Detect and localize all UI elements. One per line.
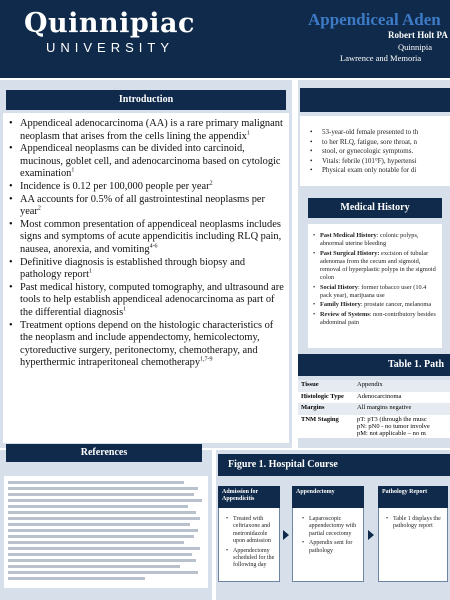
reference-line (8, 523, 190, 526)
references-heading: References (6, 444, 202, 462)
logo-wordmark: Quinnipiac (24, 8, 195, 39)
affiliation-1: Quinnipia (398, 42, 432, 52)
figure-column-2-title: Appendectomy (292, 486, 364, 508)
figure-column-1-item: • Treated with ceftriaxone and metronidazole upon admission (226, 516, 278, 546)
figure-column-2-item: • Laparoscopic appendectomy with partial cecectomy (302, 516, 362, 538)
pathology-table (298, 380, 450, 438)
medical-history-item: • Past Surgical History: excision of tubular adenomas from the cecum and sigmoid, removal of hyperplastic polyps in the sigmoid colon (312, 250, 436, 282)
reference-line (8, 571, 198, 574)
reference-line (8, 529, 198, 532)
reference-line (8, 499, 202, 502)
pathology-row (298, 403, 450, 415)
introduction-item: • Treatment options depend on the histologic characteristics of the neoplasm and include appendectomy, hemicolectomy, cytoreductive surgery, peritonectomy, chemotherapy, and hyperthermic intraperitoneal chemotherapy$^{1,7-9}$ (7, 320, 285, 370)
medical-history-card (308, 224, 442, 348)
medical-history-item: • Social History: former tobacco user (10.4 pack year), marijuana use (312, 284, 436, 300)
introduction-item: • AA accounts for 0.5% of all gastrointestinal neoplasms per year$^2$ (7, 194, 285, 219)
introduction-item: • Past medical history, computed tomography, and ultrasound are tools to help establish appendiceal adenocarcinoma as part of the differential diagnosis$^1$ (7, 282, 285, 320)
pathology-row-key: Histologic Type (298, 392, 354, 404)
pathology-row-value: Adenocarcinoma (354, 392, 450, 404)
figure-column-1-item: • Appendectomy scheduled for the following day (226, 548, 278, 570)
introduction-heading: Introduction (6, 90, 286, 110)
figure-column-3-item: • Table 1 displays the pathology report (386, 516, 446, 531)
pathology-row-value: pT: pT3 (through the musc pN: pN0 - no tumor involve pM: not applicable – no m (354, 415, 450, 438)
case-heading-bar (300, 88, 450, 112)
university-logo (24, 8, 254, 56)
case-item: • Vitals: febrile (101°F), hypertensi (308, 157, 450, 166)
introduction-item: • Incidence is 0.12 per 100,000 people per year$^2$ (7, 181, 285, 194)
introduction-item: • Definitive diagnosis is established through biopsy and pathology report$^1$ (7, 257, 285, 282)
introduction-card (3, 113, 289, 443)
case-presentation-list (308, 128, 450, 175)
medical-history-list (312, 232, 436, 327)
reference-line (8, 559, 196, 562)
reference-line (8, 511, 196, 514)
reference-line (8, 565, 180, 568)
poster-title: Appendiceal Aden (308, 10, 441, 29)
reference-line (8, 553, 192, 556)
pathology-row-key: Margins (298, 403, 354, 415)
pathology-table-heading: Table 1. Path (298, 354, 450, 376)
pathology-row (298, 415, 450, 438)
reference-line (8, 487, 198, 490)
case-item: • to her RLQ, fatigue, sore throat, n (308, 138, 450, 147)
medical-history-heading: Medical History (308, 198, 442, 218)
figure-heading: Figure 1. Hospital Course (218, 454, 450, 476)
pathology-row-value: Appendix (354, 380, 450, 392)
reference-line (8, 505, 188, 508)
figure-column-2-list (302, 516, 362, 557)
figure-column-3-title: Pathology Report (378, 486, 448, 508)
figure-column-3-list (386, 516, 446, 533)
introduction-item: • Appendiceal adenocarcinoma (AA) is a rare primary malignant neoplasm that arises from the cells lining the appendix$^1$ (7, 118, 285, 143)
pathology-row-key: TNM Staging (298, 415, 354, 438)
author-name: Robert Holt PA (388, 30, 448, 40)
logo-subtitle: UNIVERSITY (46, 40, 175, 55)
case-item: • 53-year-old female presented to th (308, 128, 450, 137)
reference-line (8, 517, 200, 520)
case-item: • stool, or gynecologic symptoms. (308, 147, 450, 156)
medical-history-item: • Past Medical History: colonic polyps, abnormal uterine bleeding (312, 232, 436, 248)
figure-column-2-item: • Appendix sent for pathology (302, 540, 362, 555)
case-card (300, 116, 450, 186)
introduction-item: • Most common presentation of appendiceal neoplasms includes signs and symptoms of acute appendicitis including RLQ pain, nausea, anorexia, and vomiting$^{4-6}$ (7, 219, 285, 257)
pathology-row-value: All margins negative (354, 403, 450, 415)
medical-history-item: • Review of Systems: non-contributory besides abdominal pain (312, 311, 436, 327)
poster-header (0, 0, 450, 78)
arrow-right-icon (283, 530, 289, 540)
case-item: • Physical exam only notable for di (308, 166, 450, 175)
pathology-row (298, 380, 450, 392)
figure-column-1-list (226, 516, 278, 572)
references-text (8, 481, 204, 583)
reference-line (8, 541, 184, 544)
medical-history-item: • Family History: prostate cancer, melanoma (312, 301, 436, 309)
figure-column-1-title: Admission for Appendicitis (218, 486, 280, 508)
affiliation-2: Lawrence and Memoria (340, 53, 422, 63)
introduction-item: • Appendiceal neoplasms can be divided into carcinoid, mucinous, goblet cell, and adenocarcinoma based on cytologic examination$^1$ (7, 143, 285, 181)
arrow-right-icon (368, 530, 374, 540)
reference-line (8, 535, 194, 538)
pathology-row-key: Tissue (298, 380, 354, 392)
introduction-list (7, 118, 285, 370)
reference-line (8, 493, 194, 496)
reference-line (8, 577, 145, 580)
pathology-row (298, 392, 450, 404)
reference-line (8, 481, 184, 484)
reference-line (8, 547, 200, 550)
